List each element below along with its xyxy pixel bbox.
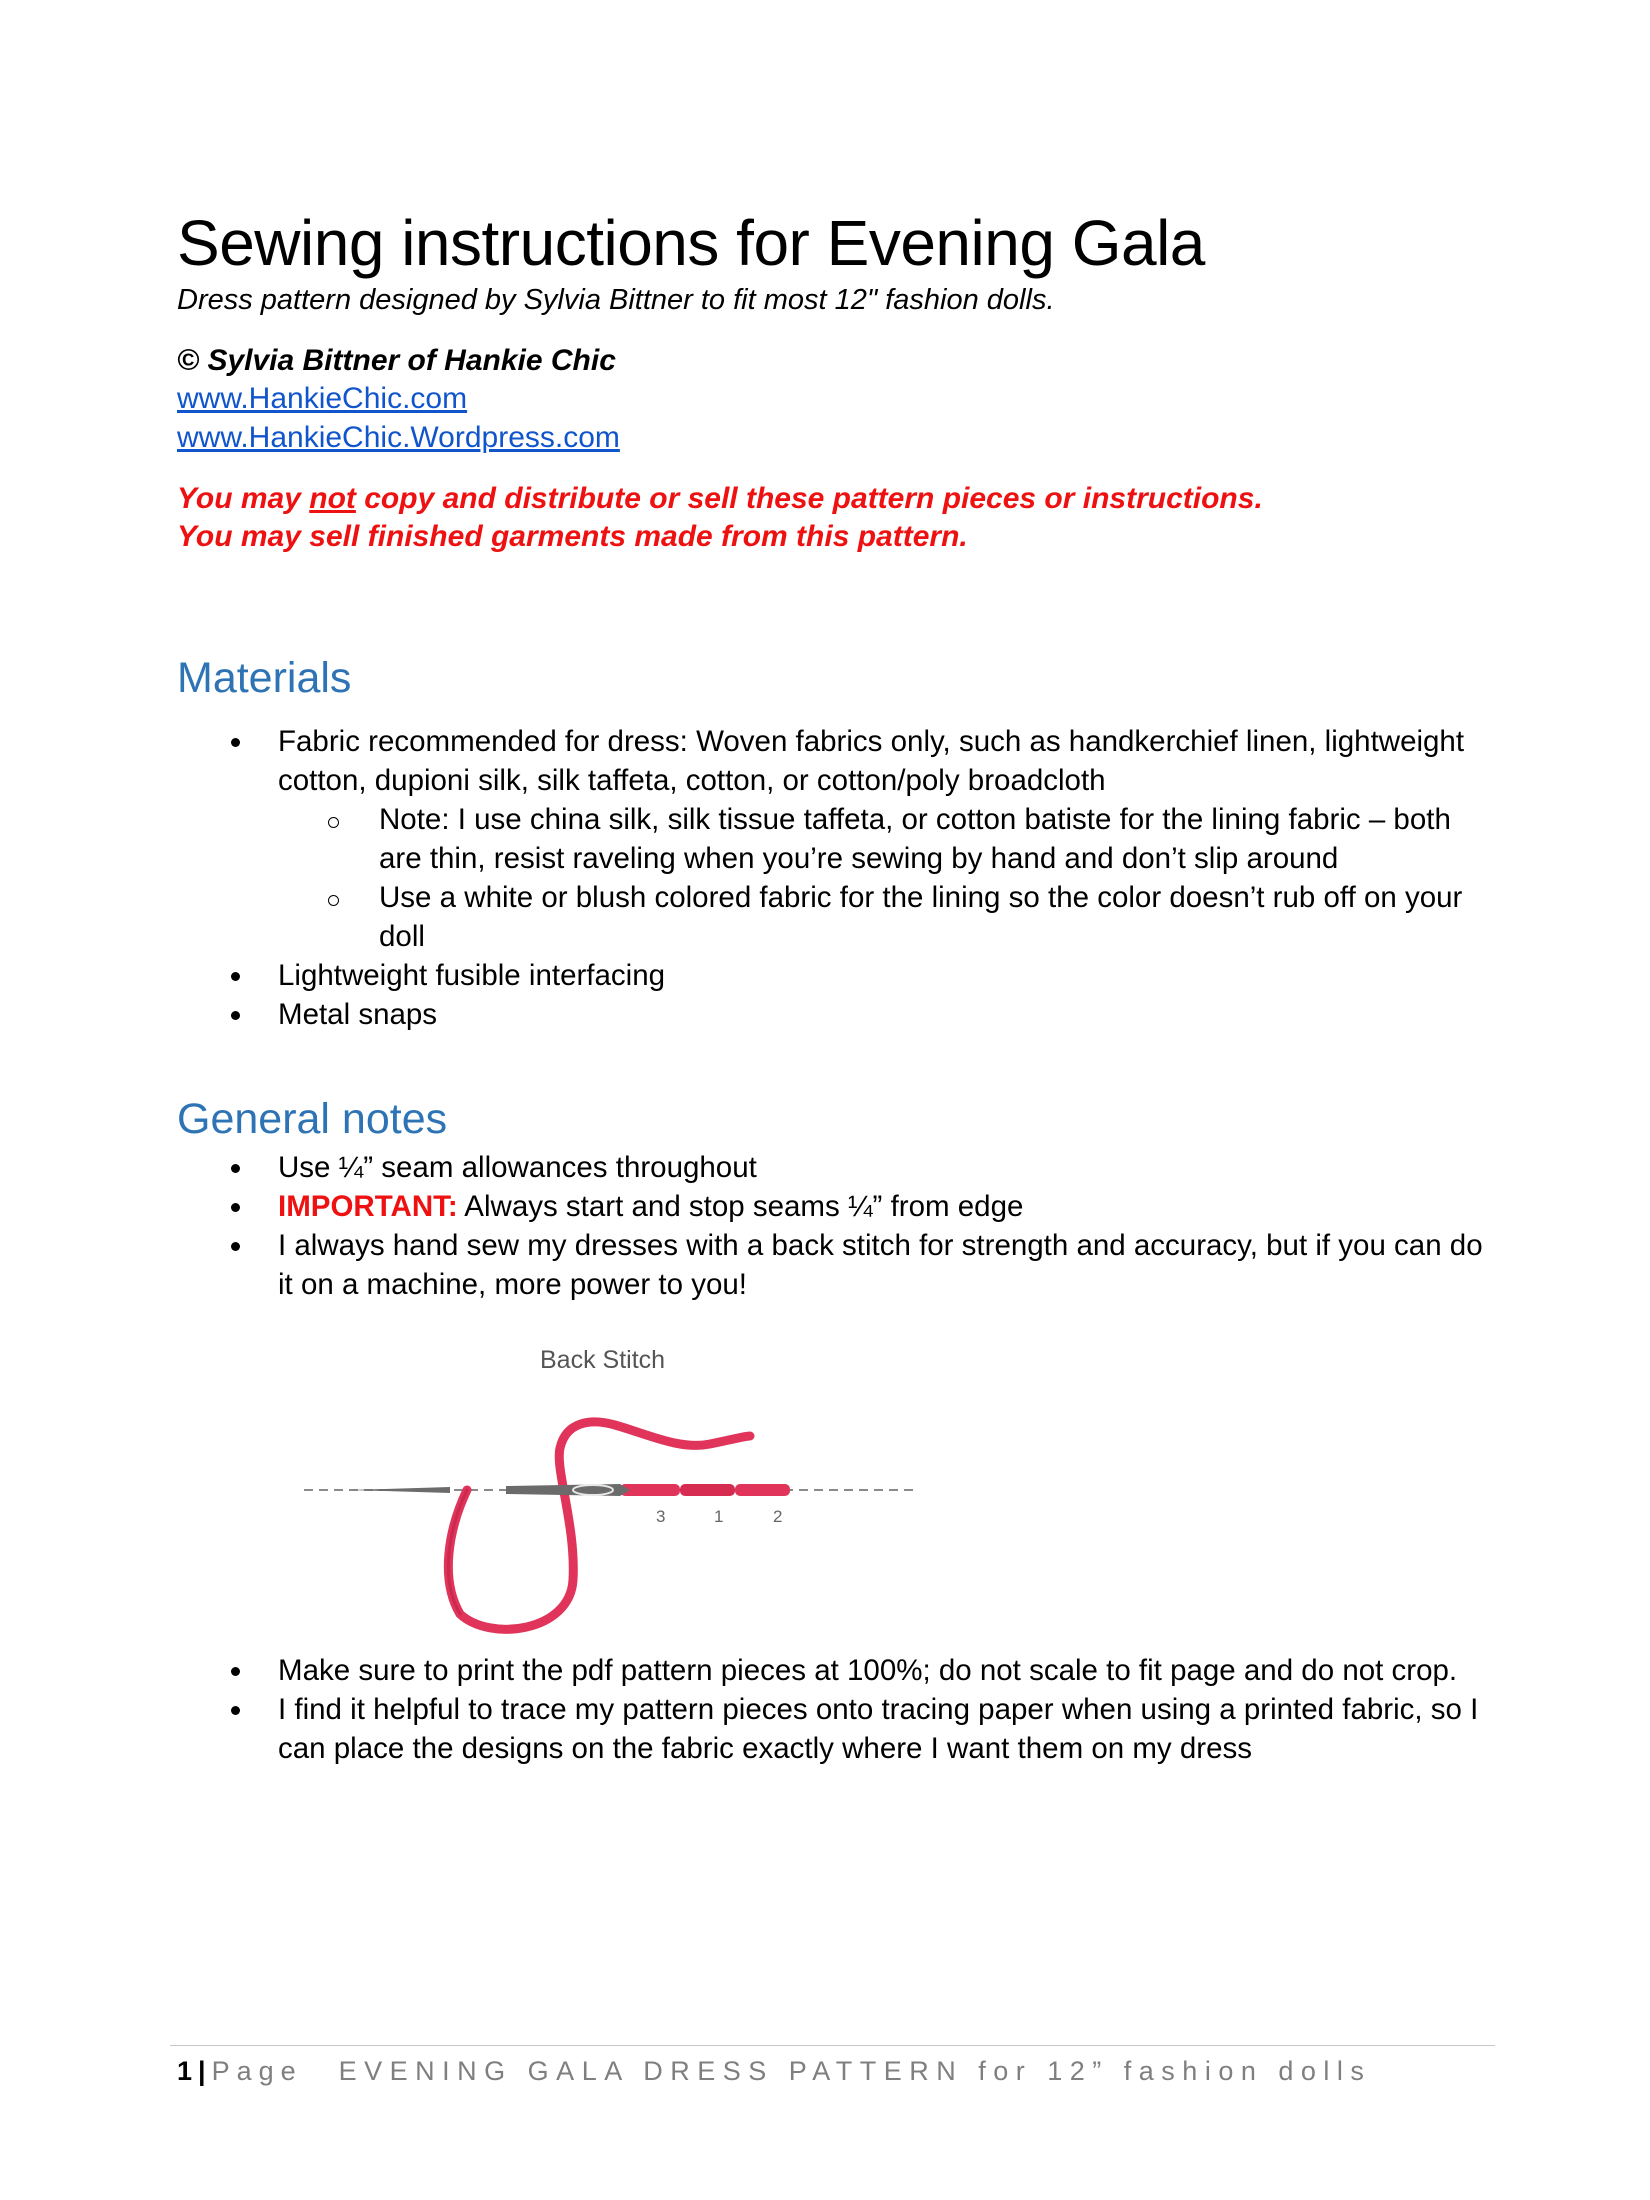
- page-label: Page: [211, 2056, 303, 2086]
- stitch-segment: [735, 1484, 790, 1496]
- copy-warning-emphasis: not: [309, 482, 356, 515]
- blog-link[interactable]: www.HankieChic.Wordpress.com: [177, 421, 620, 454]
- list-item: [177, 1187, 1497, 1226]
- materials-heading: Materials: [177, 654, 352, 702]
- thread-loop: [448, 1422, 750, 1629]
- back-stitch-illustration: [290, 1330, 930, 1640]
- general-notes-list-continued: [177, 1651, 1497, 1768]
- sell-permission: You may sell finished garments made from this pattern.: [177, 520, 968, 553]
- stitch-label-1: 1: [714, 1507, 724, 1526]
- copyright-line: © Sylvia Bittner of Hankie Chic: [177, 344, 616, 377]
- list-item: I always hand sew my dresses with a back stitch for strength and accuracy, but if you can do it on a machine, more power to you!: [177, 1226, 1497, 1304]
- needle-point-icon: [350, 1487, 450, 1493]
- important-text: Always start and stop seams ¼” from edge: [464, 1190, 1024, 1223]
- page-number: 1: [177, 2056, 193, 2086]
- important-label: IMPORTANT:: [278, 1190, 458, 1223]
- stitch-label-3: 3: [656, 1507, 666, 1526]
- materials-list: [177, 722, 1497, 1034]
- list-item: Use ¼” seam allowances throughout: [177, 1148, 1497, 1187]
- subtitle: Dress pattern designed by Sylvia Bittner to fit most 12" fashion dolls.: [177, 284, 1055, 316]
- copy-warning-pre: You may: [177, 482, 310, 515]
- stitch-label-2: 2: [773, 1507, 783, 1526]
- page-title: Sewing instructions for Evening Gala: [177, 207, 1205, 279]
- page-footer: [177, 2054, 1371, 2088]
- needle-icon: [506, 1484, 630, 1496]
- stitch-segment: [680, 1484, 735, 1496]
- general-notes-list: [177, 1148, 1497, 1304]
- list-item: I find it helpful to trace my pattern pieces onto tracing paper when using a printed fabric, so I can place the designs on the fabric exactly where I want them on my dress: [177, 1690, 1497, 1768]
- list-item: Lightweight fusible interfacing: [177, 956, 1497, 995]
- list-item: Metal snaps: [177, 995, 1497, 1034]
- footer-doc-title: EVENING GALA DRESS PATTERN for 12” fashion dolls: [338, 2056, 1372, 2086]
- list-item: Fabric recommended for dress: Woven fabrics only, such as handkerchief linen, lightweight cotton, dupioni silk, silk taffeta, cotton, or cotton/poly broadcloth: [177, 722, 1497, 800]
- sub-list-item: Use a white or blush colored fabric for the lining so the color doesn’t rub off on your doll: [177, 878, 1497, 956]
- back-stitch-figure: [290, 1330, 930, 1640]
- footer-divider: [170, 2045, 1495, 2046]
- copy-warning-post: copy and distribute or sell these pattern pieces or instructions.: [355, 482, 1263, 515]
- sub-list-item: Note: I use china silk, silk tissue taffeta, or cotton batiste for the lining fabric – both are thin, resist raveling when you’re sewing by hand and don’t slip around: [177, 800, 1497, 878]
- list-item: Make sure to print the pdf pattern pieces at 100%; do not scale to fit page and do not crop.: [177, 1651, 1497, 1690]
- figure-title: Back Stitch: [540, 1346, 666, 1374]
- website-link[interactable]: www.HankieChic.com: [177, 382, 468, 415]
- footer-separator: |: [198, 2056, 206, 2086]
- copy-warning: [177, 480, 1263, 518]
- general-notes-heading: General notes: [177, 1095, 448, 1143]
